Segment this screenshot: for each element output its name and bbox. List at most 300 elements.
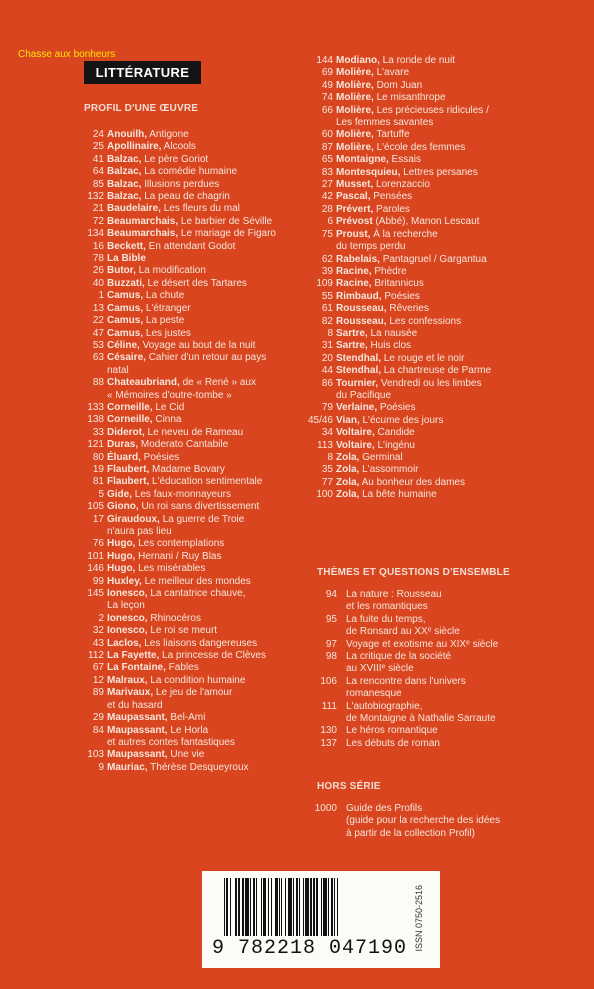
- item-number: 40: [92, 277, 104, 289]
- item-author: Sartre,: [336, 340, 368, 352]
- item-number: 64: [92, 166, 104, 178]
- barcode-digits: 9 782218 047190: [212, 937, 408, 960]
- item-work: Le Cid: [152, 401, 185, 413]
- list-item: [307, 365, 537, 377]
- list-item: [307, 713, 547, 725]
- item-number: 49: [321, 79, 333, 91]
- item-number: 112: [88, 650, 104, 662]
- themes-list: [307, 589, 547, 750]
- item-number: 79: [321, 402, 333, 414]
- item-title: [336, 291, 537, 303]
- list-item: [84, 228, 294, 240]
- item-author: Stendhal,: [336, 365, 382, 377]
- list-item: [84, 563, 294, 575]
- list-item: [84, 439, 294, 451]
- item-title: [107, 365, 294, 377]
- item-author: Racine,: [336, 278, 372, 290]
- item-title: [336, 266, 537, 278]
- list-item: [307, 278, 537, 290]
- list-item: [84, 625, 294, 637]
- item-author: Ionesco,: [107, 588, 148, 600]
- item-work: La peau de chagrin: [141, 191, 230, 203]
- barcode-label: [202, 871, 440, 968]
- list-item: [84, 427, 294, 439]
- item-number: 98: [325, 651, 337, 663]
- item-title: [346, 676, 547, 688]
- item-author: Beaumarchais,: [107, 228, 179, 240]
- item-number: 31: [321, 340, 333, 352]
- item-author: Rabelais,: [336, 253, 380, 265]
- item-work: La peste: [143, 315, 185, 327]
- item-title: [336, 254, 537, 266]
- item-number: 113: [317, 439, 333, 451]
- item-title: [107, 514, 294, 526]
- item-number: 19: [92, 463, 104, 475]
- item-work: Les précieuses ridicules /: [373, 104, 489, 116]
- item-number: 25: [92, 141, 104, 153]
- item-author: Molière,: [336, 67, 374, 79]
- item-author: Voltaire,: [336, 439, 375, 451]
- item-work: Alcools: [161, 141, 196, 153]
- item-number: 32: [92, 625, 104, 637]
- list-item: [84, 600, 294, 612]
- item-number: 41: [92, 153, 104, 165]
- item-title: [107, 340, 294, 352]
- item-work: La nature : Rousseau: [346, 589, 442, 600]
- item-number: 43: [92, 637, 104, 649]
- item-author: Zola,: [336, 476, 360, 488]
- item-work: La chartreuse de Parme: [381, 365, 492, 377]
- item-author: Camus,: [107, 290, 144, 302]
- hors-serie-list: [307, 803, 547, 840]
- item-work: Vendredi ou les limbes: [378, 377, 482, 389]
- item-title: [336, 55, 537, 67]
- item-title: [107, 551, 294, 563]
- item-number: [84, 390, 107, 402]
- item-title: [336, 216, 537, 228]
- item-work: L'autobiographie,: [346, 700, 423, 712]
- list-item: [307, 80, 537, 92]
- item-number: 105: [87, 501, 104, 513]
- item-number: [307, 390, 336, 402]
- item-work: Rêveries: [386, 303, 429, 315]
- item-author: Diderot,: [107, 426, 145, 438]
- item-title: [336, 179, 537, 191]
- item-number: 101: [87, 550, 104, 562]
- item-number: 21: [92, 203, 104, 215]
- list-item: [307, 477, 537, 489]
- item-number: 137: [320, 737, 337, 749]
- item-number: 47: [92, 327, 104, 339]
- item-title: [107, 452, 294, 464]
- item-author: Beckett,: [107, 240, 146, 252]
- item-title: [107, 265, 294, 277]
- list-item: [84, 551, 294, 563]
- item-number: [307, 815, 346, 827]
- item-work: La critique de la société: [346, 651, 452, 663]
- item-author: Voltaire,: [336, 427, 375, 439]
- item-title: [107, 749, 294, 761]
- item-number: [84, 365, 107, 377]
- item-title: [346, 651, 547, 663]
- item-number: 55: [321, 290, 333, 302]
- item-number: 76: [92, 538, 104, 550]
- item-author: Laclos,: [107, 637, 142, 649]
- item-author: Zola,: [336, 452, 360, 463]
- item-title: [107, 600, 294, 612]
- item-author: Balzac,: [107, 153, 142, 165]
- item-number: 5: [98, 488, 104, 500]
- item-title: [336, 92, 537, 104]
- item-author: Zola,: [336, 464, 360, 476]
- item-number: 9: [98, 761, 104, 773]
- list-item: [307, 427, 537, 439]
- item-work: Les confessions: [386, 315, 462, 327]
- item-title: [107, 526, 294, 538]
- item-number: 111: [321, 700, 337, 712]
- item-title: [107, 191, 294, 203]
- list-item: [84, 290, 294, 302]
- list-item: [84, 365, 294, 377]
- list-item: [84, 166, 294, 178]
- item-author: Sartre,: [336, 327, 368, 339]
- item-number: 106: [320, 675, 337, 687]
- item-number: 1: [98, 290, 104, 302]
- item-number: 82: [321, 315, 333, 327]
- item-work: À la recherche: [370, 228, 438, 240]
- list-item: [307, 390, 537, 402]
- list-item: [84, 352, 294, 364]
- item-work: du Pacifique: [336, 389, 392, 401]
- item-title: [107, 576, 294, 588]
- item-title: [336, 278, 537, 290]
- item-number: 61: [321, 303, 333, 315]
- item-work: de « René » aux: [179, 377, 256, 389]
- item-author: Prévert,: [336, 203, 374, 215]
- item-number: 100: [316, 489, 333, 501]
- item-number: 103: [87, 749, 104, 761]
- list-item: [84, 675, 294, 687]
- list-item: [84, 390, 294, 402]
- item-title: [336, 241, 537, 253]
- list-item: [84, 762, 294, 774]
- list-item: [307, 191, 537, 203]
- item-work: Illusions perdues: [141, 178, 220, 190]
- list-item: [307, 601, 547, 613]
- item-work: Le désert des Tartares: [144, 277, 247, 289]
- item-number: 26: [92, 265, 104, 277]
- list-item: [84, 191, 294, 203]
- item-author: Molière,: [336, 79, 374, 91]
- item-work: Le jeu de l'amour: [153, 687, 233, 699]
- list-item: [307, 142, 537, 154]
- item-author: Tournier,: [336, 377, 379, 389]
- item-number: 60: [321, 129, 333, 141]
- list-item: [84, 650, 294, 662]
- item-number: 27: [321, 179, 333, 191]
- item-title: [346, 725, 547, 737]
- item-work: Voyage au bout de la nuit: [139, 339, 256, 351]
- item-number: 62: [321, 253, 333, 265]
- item-author: Gide,: [107, 488, 133, 500]
- item-title: [107, 203, 294, 215]
- list-item: [84, 141, 294, 153]
- list-item: [307, 688, 547, 700]
- item-number: 65: [321, 154, 333, 166]
- item-title: [107, 414, 294, 426]
- item-work: Pantagruel / Gargantua: [379, 253, 487, 265]
- list-item: [307, 117, 537, 129]
- list-item: [307, 179, 537, 191]
- item-number: 6: [327, 216, 333, 228]
- item-work: Le barbier de Séville: [178, 215, 273, 227]
- item-title: [336, 316, 537, 328]
- item-work: La guerre de Troie: [159, 513, 245, 525]
- item-title: [107, 427, 294, 439]
- item-work: L'ingénu: [374, 439, 415, 451]
- item-number: 20: [321, 352, 333, 364]
- item-number: 28: [321, 203, 333, 215]
- item-author: Flaubert,: [107, 463, 150, 475]
- item-work: Le neveu de Rameau: [144, 426, 244, 438]
- item-work: Guide des Profils: [346, 803, 423, 814]
- item-number: 42: [321, 191, 333, 203]
- item-title: [336, 427, 537, 439]
- item-work: Bel-Ami: [167, 712, 206, 724]
- item-title: [346, 626, 547, 638]
- list-item: [84, 489, 294, 501]
- list-item: [307, 328, 537, 340]
- item-work: La comédie humaine: [141, 166, 238, 178]
- item-work: Le mariage de Figaro: [178, 228, 276, 240]
- list-item: [84, 514, 294, 526]
- item-work: Lettres persanes: [400, 166, 478, 178]
- item-author: Malraux,: [107, 674, 148, 686]
- item-work: Phèdre: [371, 265, 407, 277]
- item-title: [346, 663, 547, 675]
- list-item: [84, 538, 294, 550]
- item-work: Dom Juan: [373, 79, 423, 91]
- item-work: La fuite du temps,: [346, 613, 426, 625]
- item-title: [346, 614, 547, 626]
- list-item: [307, 216, 537, 228]
- item-work: Une vie: [167, 749, 205, 761]
- item-work: du temps perdu: [336, 241, 406, 253]
- item-work: natal: [107, 364, 129, 376]
- item-author: La Bible: [107, 253, 146, 265]
- list-item: [84, 303, 294, 315]
- item-title: [107, 129, 294, 141]
- item-work: Thérèse Desqueyroux: [147, 761, 249, 773]
- item-author: Camus,: [107, 327, 144, 339]
- item-title: [336, 129, 537, 141]
- item-author: Molière,: [336, 92, 374, 104]
- item-number: 80: [92, 451, 104, 463]
- list-item: [307, 676, 547, 688]
- list-item: [307, 725, 547, 737]
- item-title: [107, 315, 294, 327]
- list-item: [84, 402, 294, 414]
- item-number: 89: [92, 687, 104, 699]
- item-title: [107, 179, 294, 191]
- item-title: [107, 216, 294, 228]
- item-work: et du hasard: [107, 699, 163, 711]
- item-title: [107, 737, 294, 749]
- item-number: 29: [92, 712, 104, 724]
- item-work: Le héros romantique: [346, 725, 438, 737]
- list-item: [84, 241, 294, 253]
- item-number: 39: [321, 265, 333, 277]
- list-item: [307, 639, 547, 651]
- item-author: La Fayette,: [107, 650, 160, 662]
- item-title: [346, 688, 547, 700]
- item-work: Les justes: [143, 327, 191, 339]
- item-work: Un roi sans divertissement: [138, 501, 260, 513]
- item-title: [107, 303, 294, 315]
- item-number: 97: [325, 638, 337, 650]
- item-title: [346, 815, 547, 827]
- item-work: Britannicus: [371, 278, 424, 290]
- list-item: [84, 328, 294, 340]
- list-item: [307, 402, 537, 414]
- item-author: Musset,: [336, 179, 374, 191]
- item-work: La leçon: [107, 600, 145, 612]
- item-work: Au bonheur des dames: [359, 476, 465, 488]
- item-number: 130: [320, 725, 337, 737]
- item-work: (guide pour la recherche des idées: [346, 815, 500, 827]
- list-item: [84, 725, 294, 737]
- item-work: Le père Goriot: [141, 153, 209, 165]
- item-work: romanesque: [346, 688, 402, 700]
- list-item: [84, 377, 294, 389]
- item-number: 144: [316, 55, 333, 66]
- item-author: Pascal,: [336, 191, 371, 203]
- list-item: [307, 229, 537, 241]
- item-author: Rimbaud,: [336, 290, 382, 302]
- item-author: Beaumarchais,: [107, 215, 179, 227]
- item-work: Candide: [374, 427, 415, 439]
- item-title: [336, 340, 537, 352]
- item-title: [107, 712, 294, 724]
- item-number: 109: [316, 278, 333, 290]
- item-title: [346, 639, 547, 651]
- list-item: [307, 154, 537, 166]
- item-title: [107, 588, 294, 600]
- item-number: 121: [87, 439, 104, 451]
- item-title: [107, 228, 294, 240]
- item-number: 78: [92, 253, 104, 265]
- list-item: [307, 291, 537, 303]
- item-number: 95: [325, 613, 337, 625]
- item-number: 81: [92, 476, 104, 488]
- list-item: [84, 749, 294, 761]
- list-item: [84, 588, 294, 600]
- section-title-hors-serie: HORS SÉRIE: [317, 781, 381, 792]
- list-item: [84, 154, 294, 166]
- item-title: [107, 613, 294, 625]
- list-item: [84, 526, 294, 538]
- item-title: [336, 167, 537, 179]
- item-number: 13: [92, 302, 104, 314]
- item-title: [336, 328, 537, 340]
- list-item: [84, 700, 294, 712]
- item-author: Verlaine,: [336, 402, 378, 414]
- item-title: [107, 700, 294, 712]
- item-number: [307, 601, 346, 613]
- item-author: Mauriac,: [107, 761, 148, 773]
- item-title: [107, 662, 294, 674]
- item-author: Flaubert,: [107, 476, 150, 488]
- list-item: [84, 340, 294, 352]
- list-item: [307, 489, 537, 501]
- item-author: Vian,: [336, 414, 360, 426]
- item-work: La chute: [143, 290, 185, 302]
- item-work: Les fleurs du mal: [160, 203, 240, 215]
- item-number: 85: [92, 178, 104, 190]
- list-item: [84, 687, 294, 699]
- item-work: La nausée: [367, 327, 418, 339]
- issn-text: ISSN 0750-2516: [414, 885, 424, 952]
- item-work: Le misanthrope: [373, 92, 446, 104]
- item-author: La Fontaine,: [107, 662, 166, 674]
- item-title: [107, 501, 294, 513]
- item-title: [346, 828, 547, 840]
- item-author: Modiano,: [336, 55, 380, 66]
- item-number: 16: [92, 240, 104, 252]
- list-item: [84, 712, 294, 724]
- item-work: et les romantiques: [346, 601, 428, 613]
- item-work: à partir de la collection Profil): [346, 827, 475, 839]
- item-work: L'éducation sentimentale: [149, 476, 263, 488]
- item-work: Fables: [165, 662, 199, 674]
- item-work: Paroles: [373, 203, 410, 215]
- item-author: Molière,: [336, 141, 374, 153]
- item-work: L'avare: [373, 67, 410, 79]
- list-item: [307, 663, 547, 675]
- item-title: [336, 204, 537, 216]
- item-author: Camus,: [107, 302, 144, 314]
- item-title: [107, 625, 294, 637]
- item-work: La bête humaine: [359, 489, 437, 501]
- item-title: [336, 353, 537, 365]
- category-tag: LITTÉRATURE: [84, 61, 201, 84]
- item-work: et autres contes fantastiques: [107, 736, 235, 748]
- list-item: [307, 254, 537, 266]
- list-item: [307, 241, 537, 253]
- item-title: [336, 390, 537, 402]
- item-title: [107, 725, 294, 737]
- item-number: 8: [327, 327, 333, 339]
- item-title: [107, 489, 294, 501]
- item-work: Le roi se meurt: [147, 625, 218, 637]
- item-author: Prévost: [336, 216, 373, 228]
- list-item: [84, 253, 294, 265]
- list-item: [307, 828, 547, 840]
- item-author: Éluard,: [107, 451, 141, 463]
- item-author: Rousseau,: [336, 303, 387, 315]
- item-title: [107, 762, 294, 774]
- item-number: 17: [92, 513, 104, 525]
- item-work: « Mémoires d'outre-tombe »: [107, 389, 232, 401]
- item-work: Rhinocéros: [147, 612, 201, 624]
- list-item: [84, 179, 294, 191]
- item-work: La rencontre dans l'univers: [346, 675, 466, 687]
- item-number: 84: [92, 724, 104, 736]
- item-number: [307, 241, 336, 253]
- item-author: Hugo,: [107, 563, 136, 575]
- item-title: [107, 638, 294, 650]
- item-work: Cahier d'un retour au pays: [145, 352, 267, 364]
